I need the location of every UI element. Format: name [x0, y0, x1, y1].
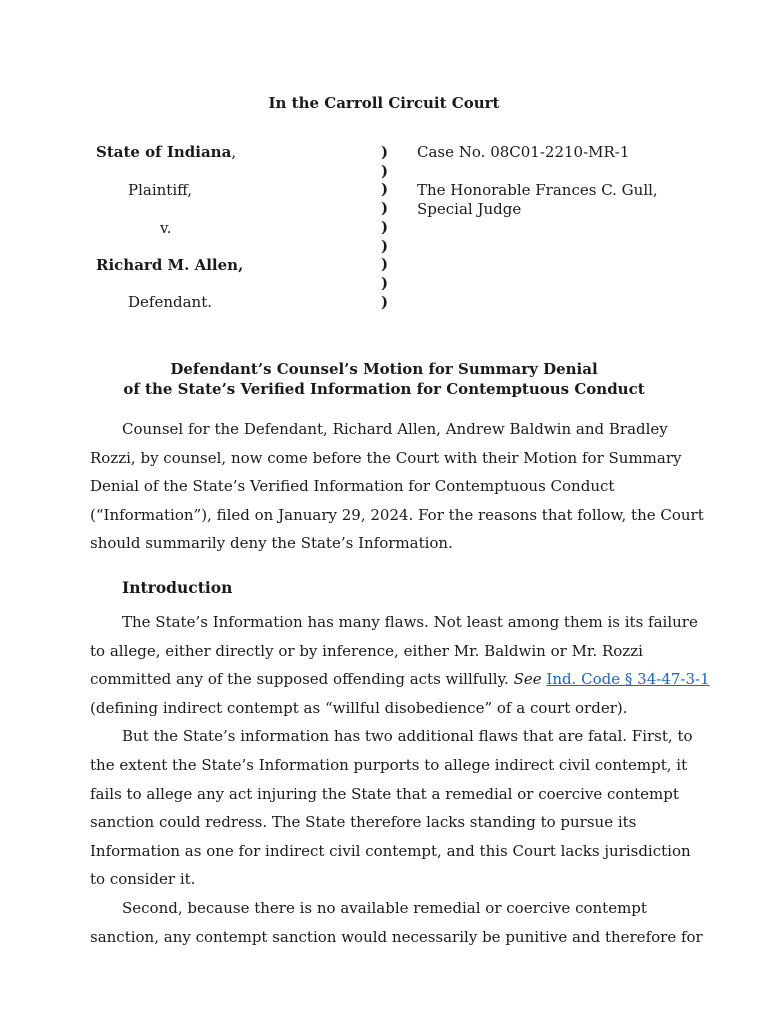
- plaintiff-suffix: ,: [231, 143, 237, 161]
- statute-citation-link[interactable]: Ind. Code § 34-47-3-1: [546, 670, 710, 689]
- motion-title-line-2: of the State’s Verified Information for Contemptuous Conduct: [123, 380, 645, 398]
- motion-title-line-1: Defendant’s Counsel’s Motion for Summary Denial: [170, 360, 598, 378]
- paren: ): [381, 143, 389, 161]
- paragraph-line: to allege, either directly or by inference, either Mr. Baldwin or Mr. Rozzi: [90, 641, 643, 660]
- paragraph-line: to consider it.: [90, 870, 196, 889]
- case-number: Case No. 08C01-2210-MR-1: [417, 143, 630, 161]
- paren: ): [381, 217, 389, 236]
- paragraph-line: sanction could redress. The State therefore lacks standing to pursue its: [90, 813, 637, 832]
- paragraph-line: (“Information”), filed on January 29, 2024. For the reasons that follow, the Court: [90, 505, 704, 524]
- paragraph-line: should summarily deny the State’s Information.: [90, 534, 453, 553]
- paragraph-line: fails to allege any act injuring the State that a remedial or coercive contempt: [90, 784, 679, 803]
- paragraph-line: Second, because there is no available remedial or coercive contempt: [122, 898, 647, 917]
- caption-parentheses: [381, 143, 388, 311]
- paragraph-line: (defining indirect contempt as “willful disobedience” of a court order).: [90, 698, 628, 717]
- paragraph-line: Rozzi, by counsel, now come before the Court with their Motion for Summary: [90, 448, 682, 467]
- paragraph-line-with-citation: [90, 665, 710, 694]
- paragraph-line: the extent the State’s Information purports to allege indirect civil contempt, it: [90, 755, 688, 774]
- see-signal: See: [513, 670, 542, 689]
- judge-line-2: Special Judge: [417, 200, 522, 218]
- paren: ): [381, 180, 389, 199]
- paren: ): [381, 236, 389, 255]
- paragraph-line: The State’s Information has many flaws. Not least among them is its failure: [122, 613, 698, 631]
- versus: v.: [160, 219, 172, 237]
- paragraph-line: Counsel for the Defendant, Richard Allen, Andrew Baldwin and Bradley: [122, 420, 668, 438]
- plaintiff-name: State of Indiana: [96, 143, 232, 161]
- defendant-role: Defendant.: [128, 293, 212, 311]
- paragraph-line: Denial of the State’s Verified Information for Contemptuous Conduct: [90, 477, 615, 496]
- court-title: In the Carroll Circuit Court: [268, 94, 500, 112]
- paren: ): [381, 292, 389, 311]
- defendant-name: Richard M. Allen,: [96, 256, 244, 274]
- plaintiff-name-line: [96, 143, 236, 162]
- paren: ): [381, 161, 389, 180]
- plaintiff-role: Plaintiff,: [128, 181, 193, 199]
- section-heading-introduction: Introduction: [122, 578, 233, 597]
- motion-title: [0, 359, 768, 399]
- paragraph-text: committed any of the supposed offending acts willfully.: [90, 670, 514, 689]
- paren: ): [381, 199, 389, 218]
- paren: ): [381, 273, 389, 292]
- flaws-paragraph: [90, 608, 710, 951]
- judge-line-1: The Honorable Frances C. Gull,: [417, 181, 658, 199]
- intro-paragraph: [90, 415, 704, 558]
- paren: ): [381, 255, 389, 274]
- paragraph-line: Information as one for indirect civil contempt, and this Court lacks jurisdiction: [90, 841, 691, 860]
- paragraph-line: But the State’s information has two additional flaws that are fatal. First, to: [122, 727, 693, 746]
- paragraph-line: sanction, any contempt sanction would necessarily be punitive and therefore for: [90, 927, 703, 946]
